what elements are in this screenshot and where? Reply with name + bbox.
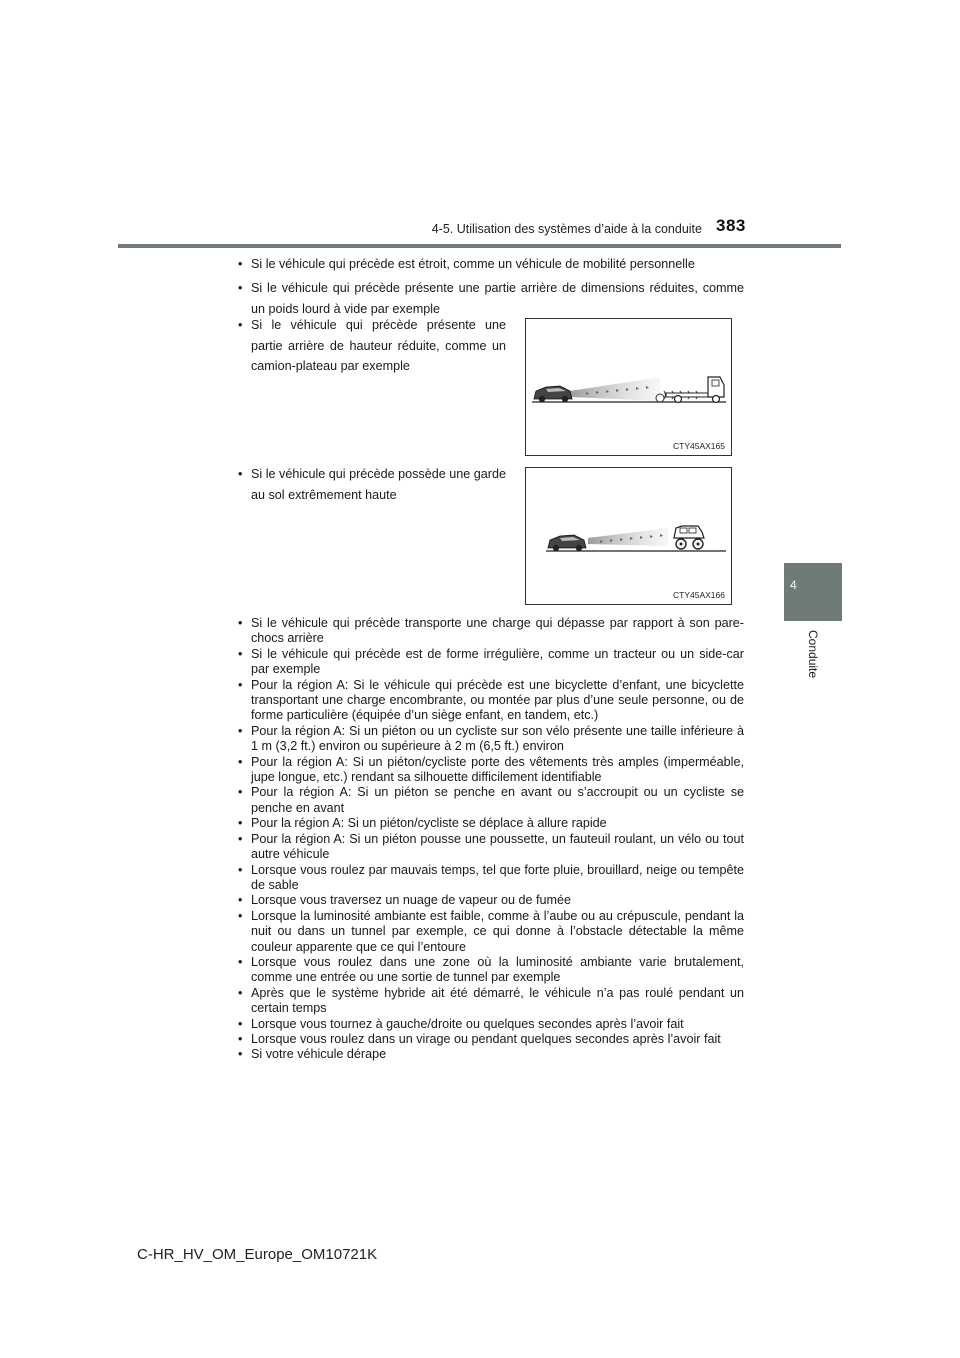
bullet-list xyxy=(237,616,744,1063)
bullet-item: • Si le véhicule qui précède est étroit, comme un véhicule de mobilité personnelle xyxy=(237,257,744,273)
list-item: • Pour la région A: Si un piéton ou un cycliste sur son vélo présente une taille inférieure à 1 m (3,2 ft.) environ ou supérieure à 2 m (6,5 ft.) environ xyxy=(237,724,744,755)
flatbed-truck-drawing xyxy=(526,319,733,457)
list-item: • Lorsque la luminosité ambiante est faible, comme à l’aube ou au crépuscule, pendant la nuit ou dans un tunnel par exemple, ce qui donne à l’obstacle détectable la même couleur apparente que ce qui l’entoure xyxy=(237,909,744,955)
list-item: • Pour la région A: Si le véhicule qui précède est une bicyclette d’enfant, une bicyclette transportant une charge encombrante, ou montée par plus d’une seule personne, ou de forme particulière (équipée d’un siège enfant, en tandem, etc.) xyxy=(237,678,744,724)
illustration-flatbed-truck xyxy=(525,318,732,456)
list-item: • Après que le système hybride ait été démarré, le véhicule n’a pas roulé pendant un certain temps xyxy=(237,986,744,1017)
list-item: • Pour la région A: Si un piéton/cycliste porte des vêtements très amples (imperméable, jupe longue, etc.) rendant sa silhouette difficilement identifiable xyxy=(237,755,744,786)
list-item: • Lorsque vous tournez à gauche/droite ou quelques secondes après l’avoir fait xyxy=(237,1017,744,1032)
chapter-label xyxy=(784,630,842,690)
section-title: 4-5. Utilisation des systèmes d’aide à la conduite xyxy=(431,222,702,236)
list-item: • Lorsque vous roulez dans un virage ou pendant quelques secondes après l’avoir fait xyxy=(237,1032,744,1047)
list-item: • Lorsque vous traversez un nuage de vapeur ou de fumée xyxy=(237,893,744,908)
header-divider xyxy=(118,244,841,248)
bullet-item: • Si le véhicule qui précède présente une partie arrière de dimensions réduites, comme un poids lourd à vide par exemple xyxy=(237,278,744,320)
figure-caption: CTY45AX165 xyxy=(673,441,725,451)
list-item: • Pour la région A: Si un piéton/cycliste se déplace à allure rapide xyxy=(237,816,744,831)
list-item: • Lorsque vous roulez dans une zone où la luminosité ambiante varie brutalement, comme une entrée ou une sortie de tunnel par exemple xyxy=(237,955,744,986)
bullet-item: • Si le véhicule qui précède présente une partie arrière de hauteur réduite, comme un camion-plateau par exemple xyxy=(237,315,506,377)
high-clearance-drawing xyxy=(526,468,733,606)
illustration-high-clearance-vehicle xyxy=(525,467,732,605)
list-item: • Lorsque vous roulez par mauvais temps, tel que forte pluie, brouillard, neige ou tempête de sable xyxy=(237,863,744,894)
list-item: • Si le véhicule qui précède est de forme irrégulière, comme un tracteur ou un side-car par exemple xyxy=(237,647,744,678)
bullet-item: • Si le véhicule qui précède possède une garde au sol extrêmement haute xyxy=(237,464,506,505)
list-item: • Pour la région A: Si un piéton pousse une poussette, un fauteuil roulant, un vélo ou tout autre véhicule xyxy=(237,832,744,863)
chapter-label-text: Conduite xyxy=(806,630,820,679)
page-number: 383 xyxy=(716,216,746,235)
chapter-number: 4 xyxy=(790,578,797,592)
list-item: • Pour la région A: Si un piéton se penche en avant ou s’accroupit ou un cycliste se penche en avant xyxy=(237,785,744,816)
list-item: • Si le véhicule qui précède transporte une charge qui dépasse par rapport à son pare-chocs arrière xyxy=(237,616,744,647)
document-id: C-HR_HV_OM_Europe_OM10721K xyxy=(137,1246,378,1263)
chapter-tab[interactable] xyxy=(784,563,842,621)
figure-caption: CTY45AX166 xyxy=(673,590,725,600)
list-item: • Si votre véhicule dérape xyxy=(237,1047,744,1062)
